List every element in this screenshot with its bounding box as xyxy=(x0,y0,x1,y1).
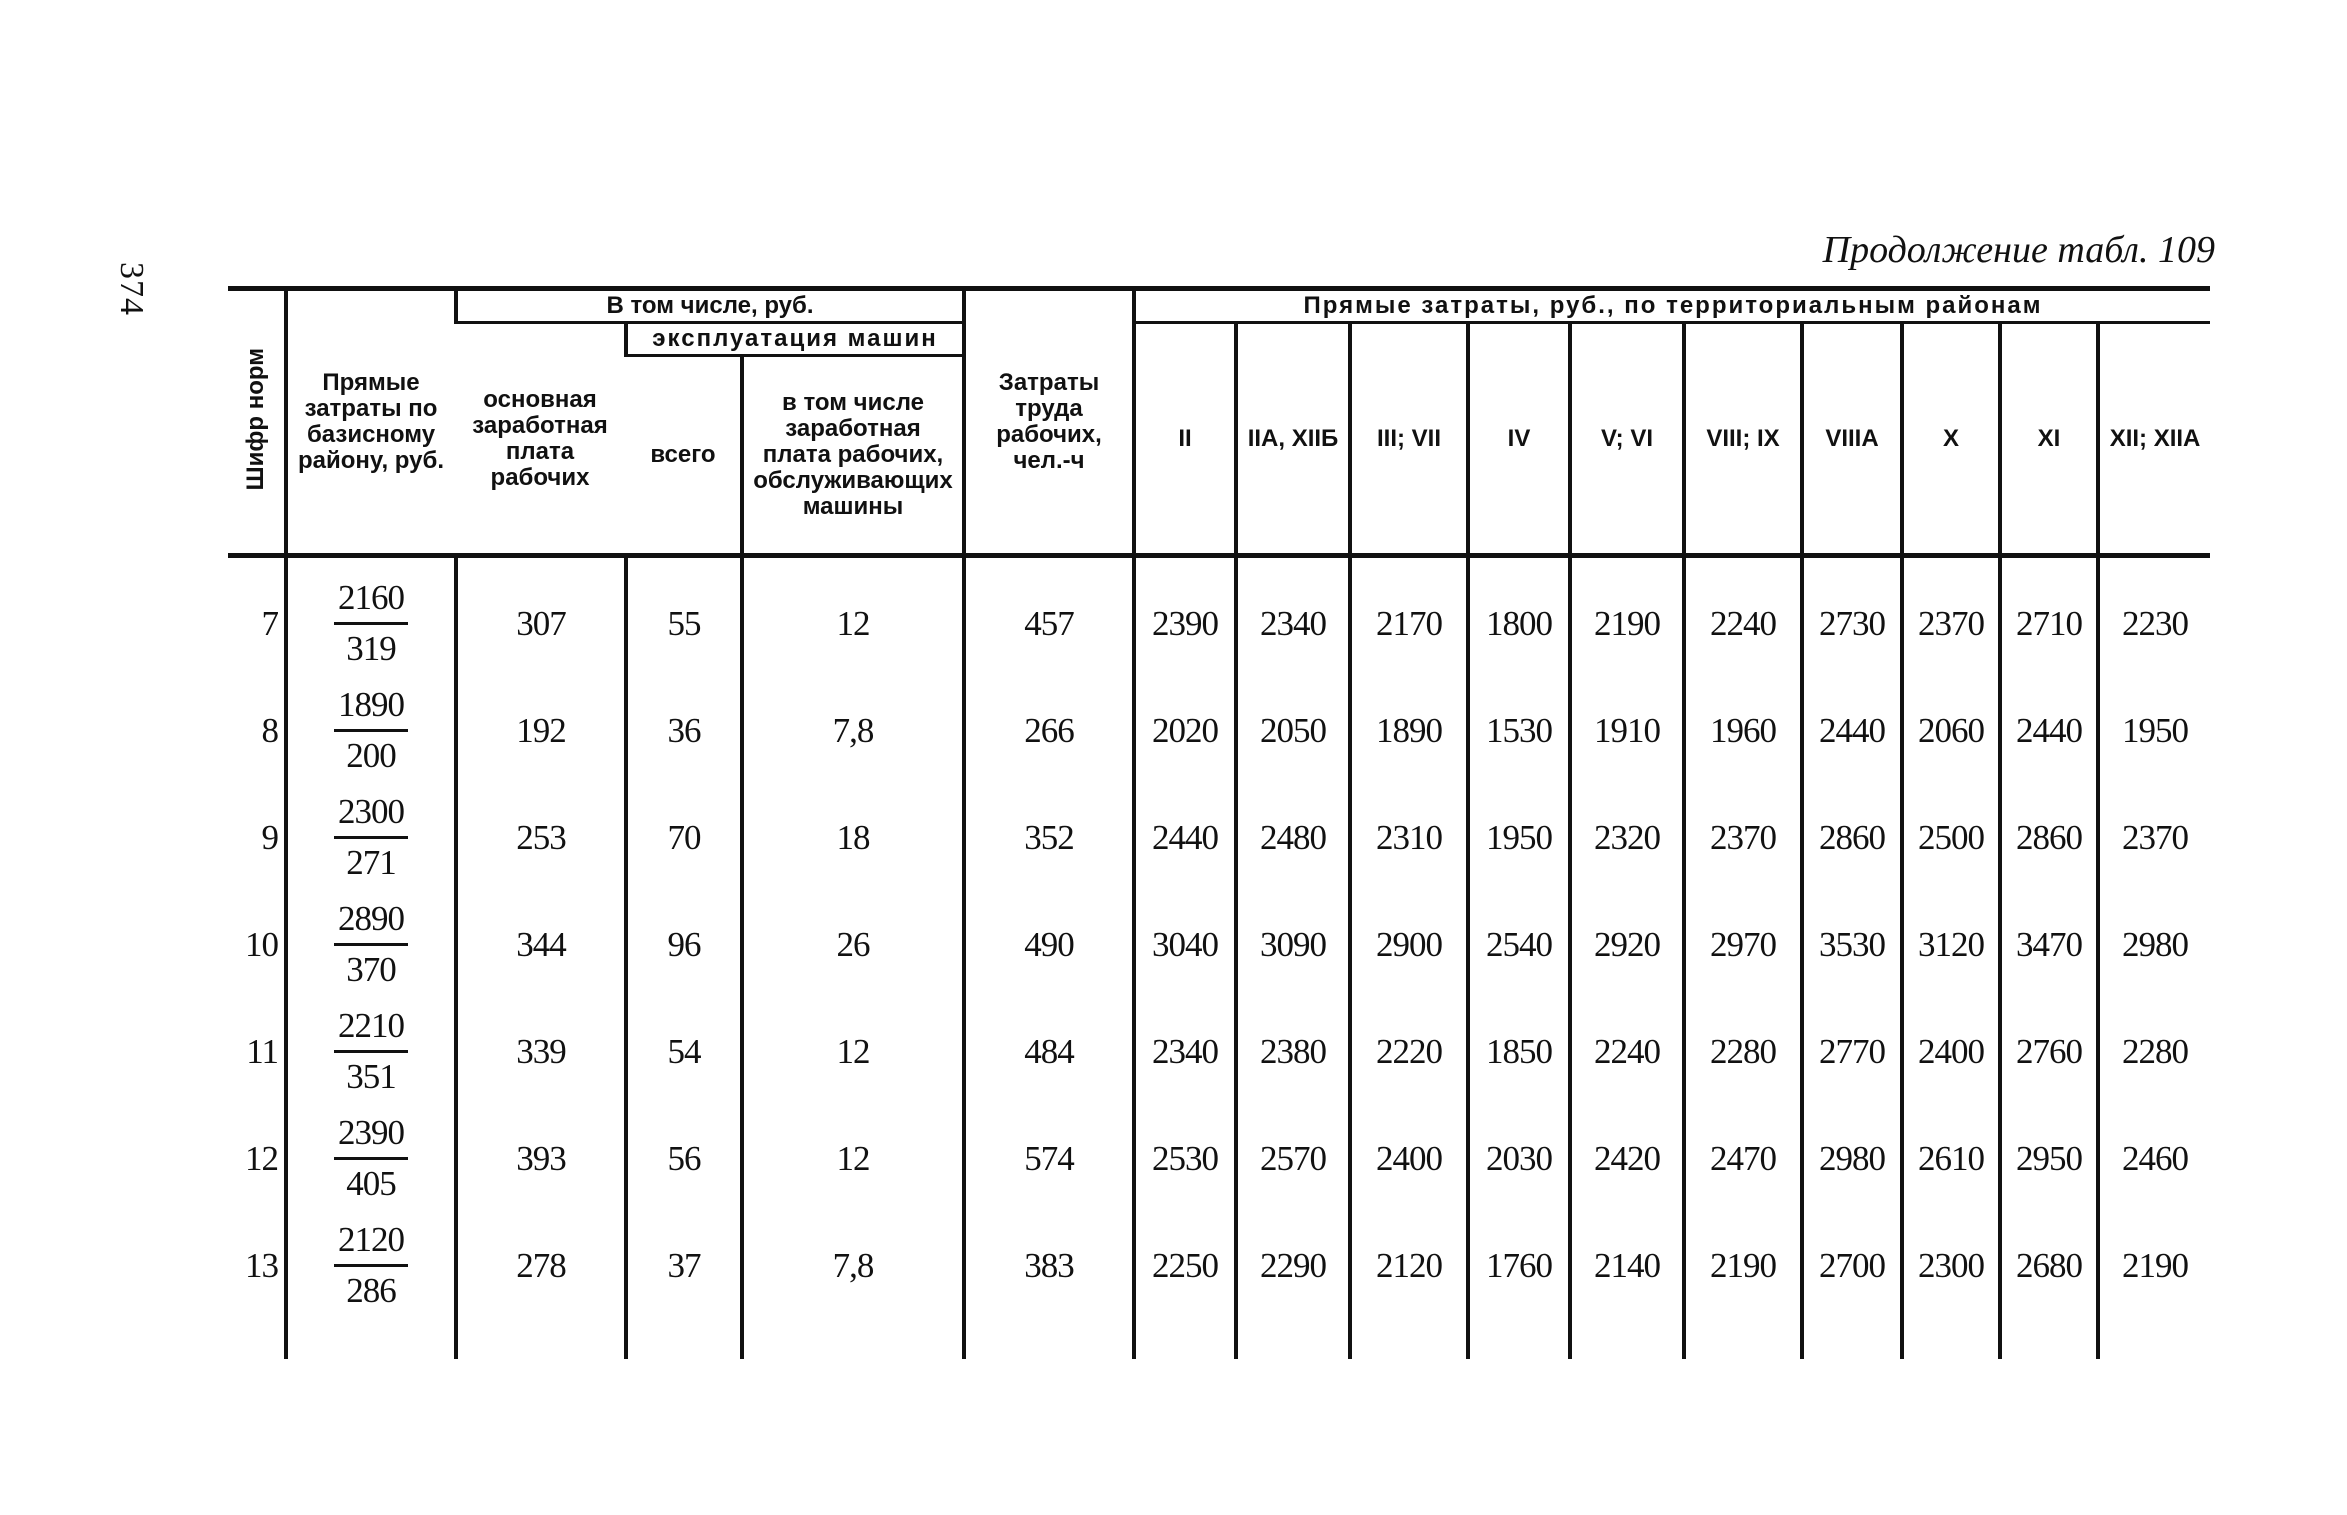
cost-table-wrapper xyxy=(228,286,2210,1359)
cell-base-cost xyxy=(286,891,456,998)
base-cost-fraction xyxy=(334,574,408,673)
cell-region-2: 2290 xyxy=(1236,1212,1350,1359)
cell-region-8: 2060 xyxy=(1902,677,2000,784)
header-region-9: XI xyxy=(2000,323,2098,556)
cell-region-4: 1850 xyxy=(1468,998,1570,1105)
cell-region-2: 2480 xyxy=(1236,784,1350,891)
table-header xyxy=(228,289,2210,556)
table-row xyxy=(228,677,2210,784)
base-cost-wage-value: 319 xyxy=(346,629,396,668)
cell-region-1: 2250 xyxy=(1134,1212,1236,1359)
header-code xyxy=(228,289,286,556)
cell-region-7: 2730 xyxy=(1802,556,1902,678)
cell-region-5: 2190 xyxy=(1570,556,1684,678)
header-region-10: XII; XIIA xyxy=(2098,323,2210,556)
cell-region-5: 2240 xyxy=(1570,998,1684,1105)
cell-machine-total: 36 xyxy=(626,677,742,784)
table-row xyxy=(228,891,2210,998)
cell-labor: 457 xyxy=(964,556,1134,678)
header-region-4: IV xyxy=(1468,323,1570,556)
cell-region-3: 1890 xyxy=(1350,677,1468,784)
cell-region-4: 1800 xyxy=(1468,556,1570,678)
table-body xyxy=(228,556,2210,1360)
cell-machine-wage: 12 xyxy=(742,1105,964,1212)
cell-region-9: 3470 xyxy=(2000,891,2098,998)
cell-base-cost xyxy=(286,677,456,784)
header-including: В том числе, руб. xyxy=(456,289,964,323)
cell-region-3: 2170 xyxy=(1350,556,1468,678)
base-cost-wage-value: 370 xyxy=(346,950,396,989)
cell-machine-wage: 12 xyxy=(742,998,964,1105)
cell-machine-wage: 12 xyxy=(742,556,964,678)
header-machine-op: эксплуатация машин xyxy=(626,323,964,356)
cell-region-2: 2570 xyxy=(1236,1105,1350,1212)
cell-code: 10 xyxy=(245,924,278,964)
cell-region-10: 2980 xyxy=(2098,891,2210,998)
base-cost-value: 2120 xyxy=(334,1216,408,1267)
cell-region-2: 3090 xyxy=(1236,891,1350,998)
cell-region-1: 2390 xyxy=(1134,556,1236,678)
cell-code: 12 xyxy=(245,1138,278,1178)
base-cost-fraction xyxy=(334,1216,408,1315)
cell-region-5: 2920 xyxy=(1570,891,1684,998)
cell-labor: 490 xyxy=(964,891,1134,998)
cost-table xyxy=(228,286,2210,1359)
cell-region-3: 2310 xyxy=(1350,784,1468,891)
base-cost-wage-value: 200 xyxy=(346,736,396,775)
cell-basic-wage: 253 xyxy=(456,784,626,891)
cell-region-6: 2190 xyxy=(1684,1212,1802,1359)
cell-region-5: 2140 xyxy=(1570,1212,1684,1359)
page-number: 374 xyxy=(113,262,150,316)
cell-region-8: 3120 xyxy=(1902,891,2000,998)
cell-region-7: 2770 xyxy=(1802,998,1902,1105)
cell-labor: 574 xyxy=(964,1105,1134,1212)
base-cost-wage-value: 351 xyxy=(346,1057,396,1096)
cell-base-cost xyxy=(286,1105,456,1212)
cell-region-4: 1530 xyxy=(1468,677,1570,784)
table-row xyxy=(228,556,2210,678)
cell-region-10: 2370 xyxy=(2098,784,2210,891)
header-region-6: VIII; IX xyxy=(1684,323,1802,556)
cell-machine-total: 56 xyxy=(626,1105,742,1212)
cell-region-9: 2710 xyxy=(2000,556,2098,678)
cell-region-10: 2190 xyxy=(2098,1212,2210,1359)
cell-region-4: 2030 xyxy=(1468,1105,1570,1212)
cell-region-7: 3530 xyxy=(1802,891,1902,998)
cell-region-1: 2530 xyxy=(1134,1105,1236,1212)
cell-region-4: 1760 xyxy=(1468,1212,1570,1359)
cell-labor: 383 xyxy=(964,1212,1134,1359)
cell-code: 13 xyxy=(245,1245,278,1285)
cell-region-6: 2280 xyxy=(1684,998,1802,1105)
header-base-cost: Прямые затраты по базисному району, руб. xyxy=(286,289,456,556)
cell-region-3: 2900 xyxy=(1350,891,1468,998)
cell-region-7: 2700 xyxy=(1802,1212,1902,1359)
cell-region-8: 2500 xyxy=(1902,784,2000,891)
header-region-2: IIA, XIIБ xyxy=(1236,323,1350,556)
cell-code: 8 xyxy=(261,710,278,750)
cell-machine-wage: 18 xyxy=(742,784,964,891)
cell-region-1: 2020 xyxy=(1134,677,1236,784)
cell-region-6: 1960 xyxy=(1684,677,1802,784)
base-cost-value: 1890 xyxy=(334,681,408,732)
cell-basic-wage: 344 xyxy=(456,891,626,998)
table-caption: Продолжение табл. 109 xyxy=(1822,229,2215,271)
header-region-3: III; VII xyxy=(1350,323,1468,556)
cell-region-3: 2120 xyxy=(1350,1212,1468,1359)
cell-code: 9 xyxy=(261,817,278,857)
base-cost-value: 2160 xyxy=(334,574,408,625)
base-cost-value: 2890 xyxy=(334,895,408,946)
header-labor: Затраты труда рабочих, чел.-ч xyxy=(964,289,1134,556)
cell-base-cost xyxy=(286,998,456,1105)
base-cost-wage-value: 286 xyxy=(346,1271,396,1310)
cell-basic-wage: 278 xyxy=(456,1212,626,1359)
cell-region-5: 2420 xyxy=(1570,1105,1684,1212)
header-basic-wage: основная заработная плата рабочих xyxy=(456,323,626,556)
cell-basic-wage: 192 xyxy=(456,677,626,784)
table-row xyxy=(228,1212,2210,1359)
header-region-8: X xyxy=(1902,323,2000,556)
base-cost-fraction xyxy=(334,681,408,780)
cell-region-5: 1910 xyxy=(1570,677,1684,784)
cell-region-7: 2440 xyxy=(1802,677,1902,784)
cell-machine-total: 55 xyxy=(626,556,742,678)
cell-labor: 266 xyxy=(964,677,1134,784)
cell-region-7: 2980 xyxy=(1802,1105,1902,1212)
header-region-1: II xyxy=(1134,323,1236,556)
header-machine-total: всего xyxy=(626,356,742,556)
cell-region-10: 2460 xyxy=(2098,1105,2210,1212)
cell-basic-wage: 307 xyxy=(456,556,626,678)
base-cost-wage-value: 405 xyxy=(346,1164,396,1203)
cell-region-10: 1950 xyxy=(2098,677,2210,784)
cell-region-6: 2370 xyxy=(1684,784,1802,891)
base-cost-fraction xyxy=(334,1002,408,1101)
cell-basic-wage: 339 xyxy=(456,998,626,1105)
cell-machine-total: 96 xyxy=(626,891,742,998)
cell-machine-total: 70 xyxy=(626,784,742,891)
header-code-label: Шифр норм xyxy=(242,347,269,491)
cell-labor: 352 xyxy=(964,784,1134,891)
cell-code: 11 xyxy=(246,1031,278,1071)
base-cost-fraction xyxy=(334,788,408,887)
cell-machine-total: 37 xyxy=(626,1212,742,1359)
cell-region-4: 2540 xyxy=(1468,891,1570,998)
cell-region-4: 1950 xyxy=(1468,784,1570,891)
base-cost-fraction xyxy=(334,895,408,994)
cell-machine-total: 54 xyxy=(626,998,742,1105)
header-region-7: VIIIA xyxy=(1802,323,1902,556)
cell-region-9: 2680 xyxy=(2000,1212,2098,1359)
cell-region-9: 2760 xyxy=(2000,998,2098,1105)
cell-region-6: 2240 xyxy=(1684,556,1802,678)
table-row xyxy=(228,998,2210,1105)
cell-basic-wage: 393 xyxy=(456,1105,626,1212)
base-cost-value: 2210 xyxy=(334,1002,408,1053)
cell-region-6: 2970 xyxy=(1684,891,1802,998)
cell-region-8: 2300 xyxy=(1902,1212,2000,1359)
cell-region-8: 2400 xyxy=(1902,998,2000,1105)
header-regional: Прямые затраты, руб., по территориальным районам xyxy=(1134,289,2210,323)
cell-region-8: 2370 xyxy=(1902,556,2000,678)
cell-base-cost xyxy=(286,784,456,891)
cell-region-2: 2380 xyxy=(1236,998,1350,1105)
base-cost-value: 2390 xyxy=(334,1109,408,1160)
cell-region-3: 2400 xyxy=(1350,1105,1468,1212)
cell-region-7: 2860 xyxy=(1802,784,1902,891)
cell-region-9: 2860 xyxy=(2000,784,2098,891)
cell-region-8: 2610 xyxy=(1902,1105,2000,1212)
header-region-5: V; VI xyxy=(1570,323,1684,556)
cell-region-3: 2220 xyxy=(1350,998,1468,1105)
cell-region-6: 2470 xyxy=(1684,1105,1802,1212)
base-cost-wage-value: 271 xyxy=(346,843,396,882)
base-cost-fraction xyxy=(334,1109,408,1208)
table-row xyxy=(228,1105,2210,1212)
cell-machine-wage: 26 xyxy=(742,891,964,998)
cell-region-5: 2320 xyxy=(1570,784,1684,891)
base-cost-value: 2300 xyxy=(334,788,408,839)
table-row xyxy=(228,784,2210,891)
cell-base-cost xyxy=(286,1212,456,1359)
cell-region-2: 2050 xyxy=(1236,677,1350,784)
cell-region-10: 2280 xyxy=(2098,998,2210,1105)
cell-region-2: 2340 xyxy=(1236,556,1350,678)
cell-base-cost xyxy=(286,556,456,678)
cell-region-1: 3040 xyxy=(1134,891,1236,998)
cell-region-1: 2440 xyxy=(1134,784,1236,891)
cell-region-1: 2340 xyxy=(1134,998,1236,1105)
cell-labor: 484 xyxy=(964,998,1134,1105)
cell-machine-wage: 7,8 xyxy=(742,677,964,784)
header-machine-wage: в том числе заработная плата рабочих, обслуживающих машины xyxy=(742,356,964,556)
cell-code: 7 xyxy=(261,603,278,643)
cell-region-9: 2950 xyxy=(2000,1105,2098,1212)
cell-region-9: 2440 xyxy=(2000,677,2098,784)
cell-region-10: 2230 xyxy=(2098,556,2210,678)
cell-machine-wage: 7,8 xyxy=(742,1212,964,1359)
